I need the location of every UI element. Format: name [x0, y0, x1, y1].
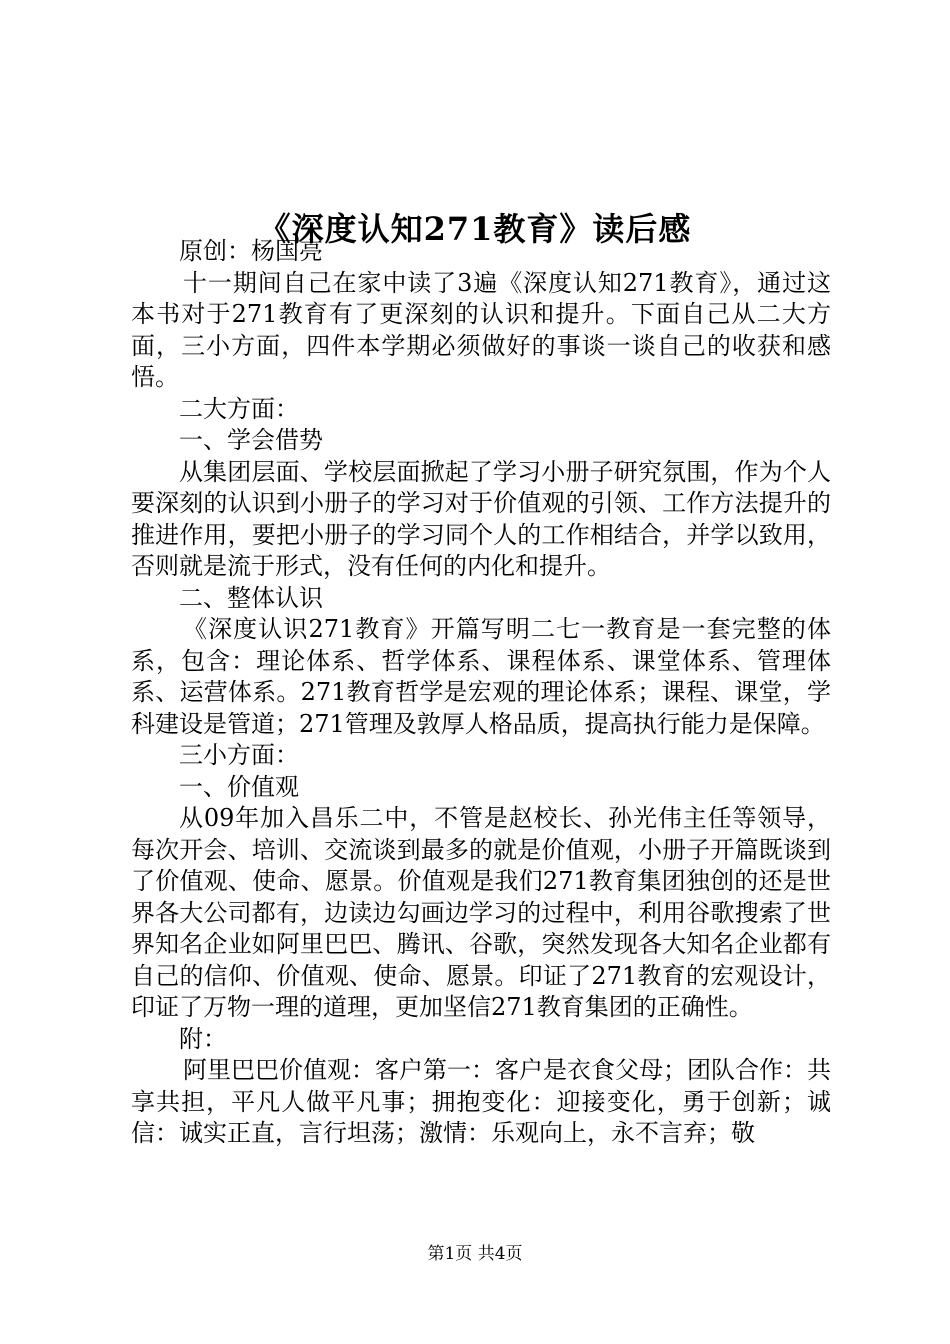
paragraph: 从集团层面、学校层面掀起了学习小册子研究氛围，作为个人要深刻的认识到小册子的学习对于价值观的引领、工作方法提升的推进作用，要把小册子的学习同个人的工作相结合，并学以致用，否则就是流于形式，没有任何的内化和提升。 [131, 457, 831, 580]
subsection-heading: 二、整体认识 [179, 583, 323, 612]
author-line: 原创：杨国亮 [179, 237, 323, 265]
document-body [131, 236, 831, 1150]
paragraph: 从09年加入昌乐二中，不管是赵校长、孙光伟主任等领导，每次开会、培训、交流谈到最多的就是价值观，小册子开篇既谈到了价值观、使命、愿景。价值观是我们271教育集团独创的还是世界各大公司都有，边读边勾画边学习的过程中，利用谷歌搜索了世界知名企业如阿里巴巴、腾讯、谷歌，突然发现各大知名企业都有自己的信仰、价值观、使命、愿景。印证了271教育的宏观设计，印证了万物一理的道理，更加坚信271教育集团的正确性。 [131, 804, 831, 1021]
paragraph: 《深度认识271教育》开篇写明二七一教育是一套完整的体系，包含：理论体系、哲学体系、课程体系、课堂体系、管理体系、运营体系。271教育哲学是宏观的理论体系；课程、课堂，学科建设是管道；271管理及敦厚人格品质，提高执行能力是保障。 [131, 615, 831, 738]
subsection-heading: 一、价值观 [179, 772, 299, 801]
subsection-heading: 一、学会借势 [179, 426, 323, 454]
appendix-label: 附： [179, 1024, 227, 1053]
paragraph: 十一期间自己在家中读了3遍《深度认知271教育》，通过这本书对于271教育有了更深刻的认识和提升。下面自己从二大方面，三小方面，四件本学期必须做好的事谈一谈自己的收获和感悟。 [131, 268, 831, 391]
page-footer: 第1页 共4页 [427, 1244, 523, 1264]
section-heading: 三小方面： [179, 741, 299, 769]
paragraph: 阿里巴巴价值观：客户第一：客户是衣食父母；团队合作：共享共担，平凡人做平凡事；拥抱变化：迎接变化，勇于创新；诚信：诚实正直，言行坦荡；激情：乐观向上，永不言弃；敬 [131, 1056, 831, 1147]
document-title: 《深度认知271教育》读后感 [258, 210, 692, 249]
section-heading: 二大方面： [179, 394, 299, 423]
